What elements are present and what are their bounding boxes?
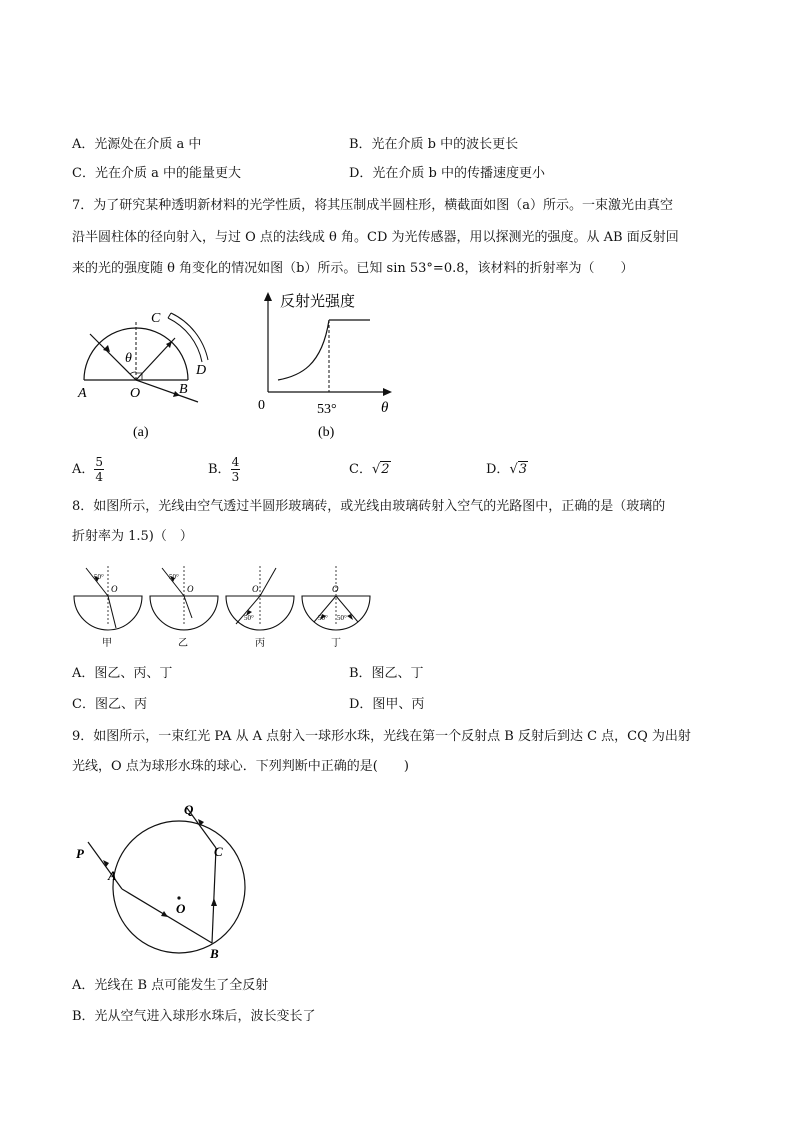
q8-ding-center: O [332,584,339,594]
q8-caption-ding: 丁 [331,638,341,649]
q9-stem-line2: 光线，O 点为球形水珠的球心．下列判断中正确的是( ) [72,759,409,774]
q8-diagram-bing [226,566,294,649]
q7-option-c-sqrt: √2 [371,462,390,477]
q6-option-c: C．光在介质 a 中的能量更大 [72,166,241,181]
q8-caption-bing: 丙 [255,638,265,649]
q9-label-b: B [210,946,219,960]
q8-diagram-yi [150,566,218,649]
q7-option-a-numerator: 5 [95,455,104,469]
q8-option-a: A．图乙、丙、丁 [72,666,173,681]
q7-stem-line2: 沿半圆柱体的径向射入，与过 O 点的法线成 θ 角。CD 为光传感器，用以探测光的强度。从 AB 面反射回 [72,230,679,245]
q9-label-c: C [214,844,223,859]
q8-caption-jia: 甲 [102,638,112,649]
q7-option-d-radicand: 3 [518,462,528,477]
q8-caption-yi: 乙 [178,638,188,649]
q7-fig-b-xlabel: θ [381,400,389,416]
q7-figure-b [252,288,402,446]
q8-option-b: B．图乙、丁 [349,666,424,681]
q7-option-b [208,452,240,488]
q7-stem-line1: 7．为了研究某种透明新材料的光学性质，将其压制成半圆柱形，横截面如图（a）所示。一束激光由真空 [72,198,674,213]
q8-ding-angle-right: 50° [337,614,347,622]
q8-option-d: D．图甲、丙 [349,697,425,712]
q6-option-b: B．光在介质 b 中的波长更长 [349,137,519,152]
q7-fig-a-caption: (a) [133,425,149,440]
q7-fig-a-label-c: C [151,311,161,326]
q9-option-a: A．光线在 B 点可能发生了全反射 [72,978,269,993]
q7-fig-b-ylabel: 反射光强度 [280,294,356,310]
q9-label-q: Q [184,802,194,817]
q7-fig-a-theta: θ [125,351,132,366]
q7-option-b-numerator: 4 [231,455,240,469]
q7-fig-b-origin: 0 [258,398,265,413]
q7-option-c-label: C． [349,462,372,477]
q8-jia-center: O [111,584,118,594]
q6-option-a: A．光源处在介质 a 中 [72,137,202,152]
q7-fig-a-label-b: B [179,382,188,397]
q8-figure [70,562,380,654]
q8-yi-center: O [187,584,194,594]
q7-figure-a [72,296,242,446]
q8-diagram-jia [74,566,142,649]
q7-option-a-fraction [94,455,104,484]
q7-option-b-denominator: 3 [231,470,240,484]
q9-label-p: P [76,846,84,861]
q8-jia-angle: 50° [94,573,104,581]
q7-option-a [72,452,104,488]
q8-option-c: C．图乙、丙 [72,697,147,712]
q9-label-o: O [176,901,186,916]
q8-bing-angle: 50° [244,614,254,622]
q7-option-d [486,461,528,479]
q7-fig-b-tick: 53° [317,402,337,417]
q7-option-c [349,461,391,479]
q6-option-d: D．光在介质 b 中的传播速度更小 [349,166,546,181]
q7-stem-line3: 来的光的强度随 θ 角变化的情况如图（b）所示。已知 sin 53°=0.8，该材料的折射率为（ ） [72,261,634,276]
q9-figure [70,790,270,960]
q8-stem-line2: 折射率为 1.5)（ ） [72,529,193,544]
q9-stem-line1: 9．如图所示，一束红光 PA 从 A 点射入一球形水珠，光线在第一个反射点 B 反射后到达 C 点，CQ 为出射 [72,729,691,744]
q7-option-a-denominator: 4 [95,470,104,484]
q7-option-b-label: B． [208,462,231,477]
q7-fig-a-label-d: D [196,363,207,378]
q7-option-b-fraction [231,455,241,484]
q8-diagram-ding [302,566,370,649]
q8-bing-center: O [252,584,259,594]
q8-stem-line1: 8．如图所示，光线由空气透过半圆形玻璃砖，或光线由玻璃砖射入空气的光路图中，正确的是（玻璃的 [72,499,666,514]
q7-fig-a-label-a: A [78,386,87,401]
q7-fig-b-caption: (b) [318,425,335,440]
q7-option-d-sqrt: √3 [509,462,528,477]
q7-option-d-label: D． [486,462,510,477]
q9-option-b: B．光从空气进入球形水珠后，波长变长了 [72,1009,316,1024]
q8-ding-angle-left: 50° [318,614,328,622]
q9-label-a: A [108,868,117,883]
q8-yi-angle: 50° [169,573,179,581]
q7-fig-a-label-o: O [130,386,141,401]
q7-option-c-radicand: 2 [381,462,390,477]
q7-option-a-label: A． [72,462,95,477]
